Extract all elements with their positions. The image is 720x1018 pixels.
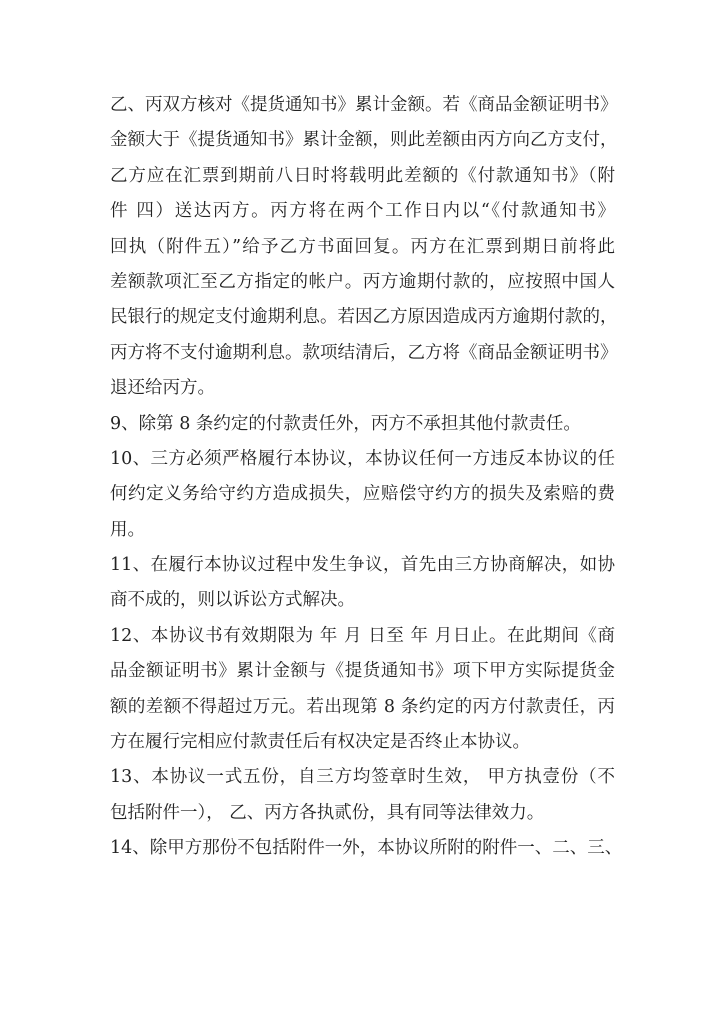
clause-12-line: 方在履行完相应付款责任后有权决定是否终止本协议。: [110, 732, 530, 753]
paragraph-line: 差额款项汇至乙方指定的帐户。丙方逾期付款的，应按照中国人: [110, 271, 615, 292]
paragraph-line: 乙、丙双方核对《提货通知书》累计金额。若《商品金额证明书》: [110, 95, 618, 115]
clause-13-line: 包括附件一）， 乙、丙方各执贰份，具有同等法律效力。: [110, 802, 545, 823]
clause-13-line: 13、本协议一式五份，自三方均签章时生效， 甲方执壹份（不: [110, 767, 615, 788]
clause-12-line: 额的差额不得超过万元。若出现第 8 条约定的丙方付款责任，丙: [110, 696, 615, 717]
clause-12-line: 12、本协议书有效期限为 年 月 日至 年 月日止。在此期间《商: [110, 625, 615, 646]
clause-12-line: 品金额证明书》累计金额与《提货通知书》项下甲方实际提货金: [110, 661, 615, 682]
clause-10-line: 10、三方必须严格履行本协议，本协议任何一方违反本协议的任: [110, 448, 615, 469]
clause-9-line: 9、除第 8 条约定的付款责任外，丙方不承担其他付款责任。: [110, 413, 581, 434]
clause-11-line: 11、在履行本协议过程中发生争议，首先由三方协商解决，如协: [110, 555, 615, 576]
document-body: [110, 88, 623, 867]
clause-11-line: 商不成的，则以诉讼方式解决。: [110, 590, 355, 611]
paragraph-line: 金额大于《提货通知书》累计金额，则此差额由丙方向乙方支付，: [110, 130, 618, 151]
clause-10-line: 用。: [110, 519, 145, 540]
clause-10-line: 何约定义务给守约方造成损失，应赔偿守约方的损失及索赔的费: [110, 484, 615, 505]
paragraph-line: 退还给丙方。: [110, 378, 215, 399]
clause-14-line: 14、除甲方那份不包括附件一外，本协议所附的附件一、二、三、: [110, 838, 623, 859]
paragraph-line: 回执（附件五）”给予乙方书面回复。丙方在汇票到期日前将此: [110, 236, 615, 257]
paragraph-line: 丙方将不支付逾期利息。款项结清后，乙方将《商品金额证明书》: [110, 342, 618, 363]
paragraph-line: 民银行的规定支付逾期利息。若因乙方原因造成丙方逾期付款的，: [110, 307, 618, 328]
paragraph-line: 乙方应在汇票到期前八日时将载明此差额的《付款通知书》（附: [110, 165, 615, 186]
paragraph-line: 件 四）送达丙方。丙方将在两个工作日内以“《付款通知书》: [110, 201, 615, 222]
